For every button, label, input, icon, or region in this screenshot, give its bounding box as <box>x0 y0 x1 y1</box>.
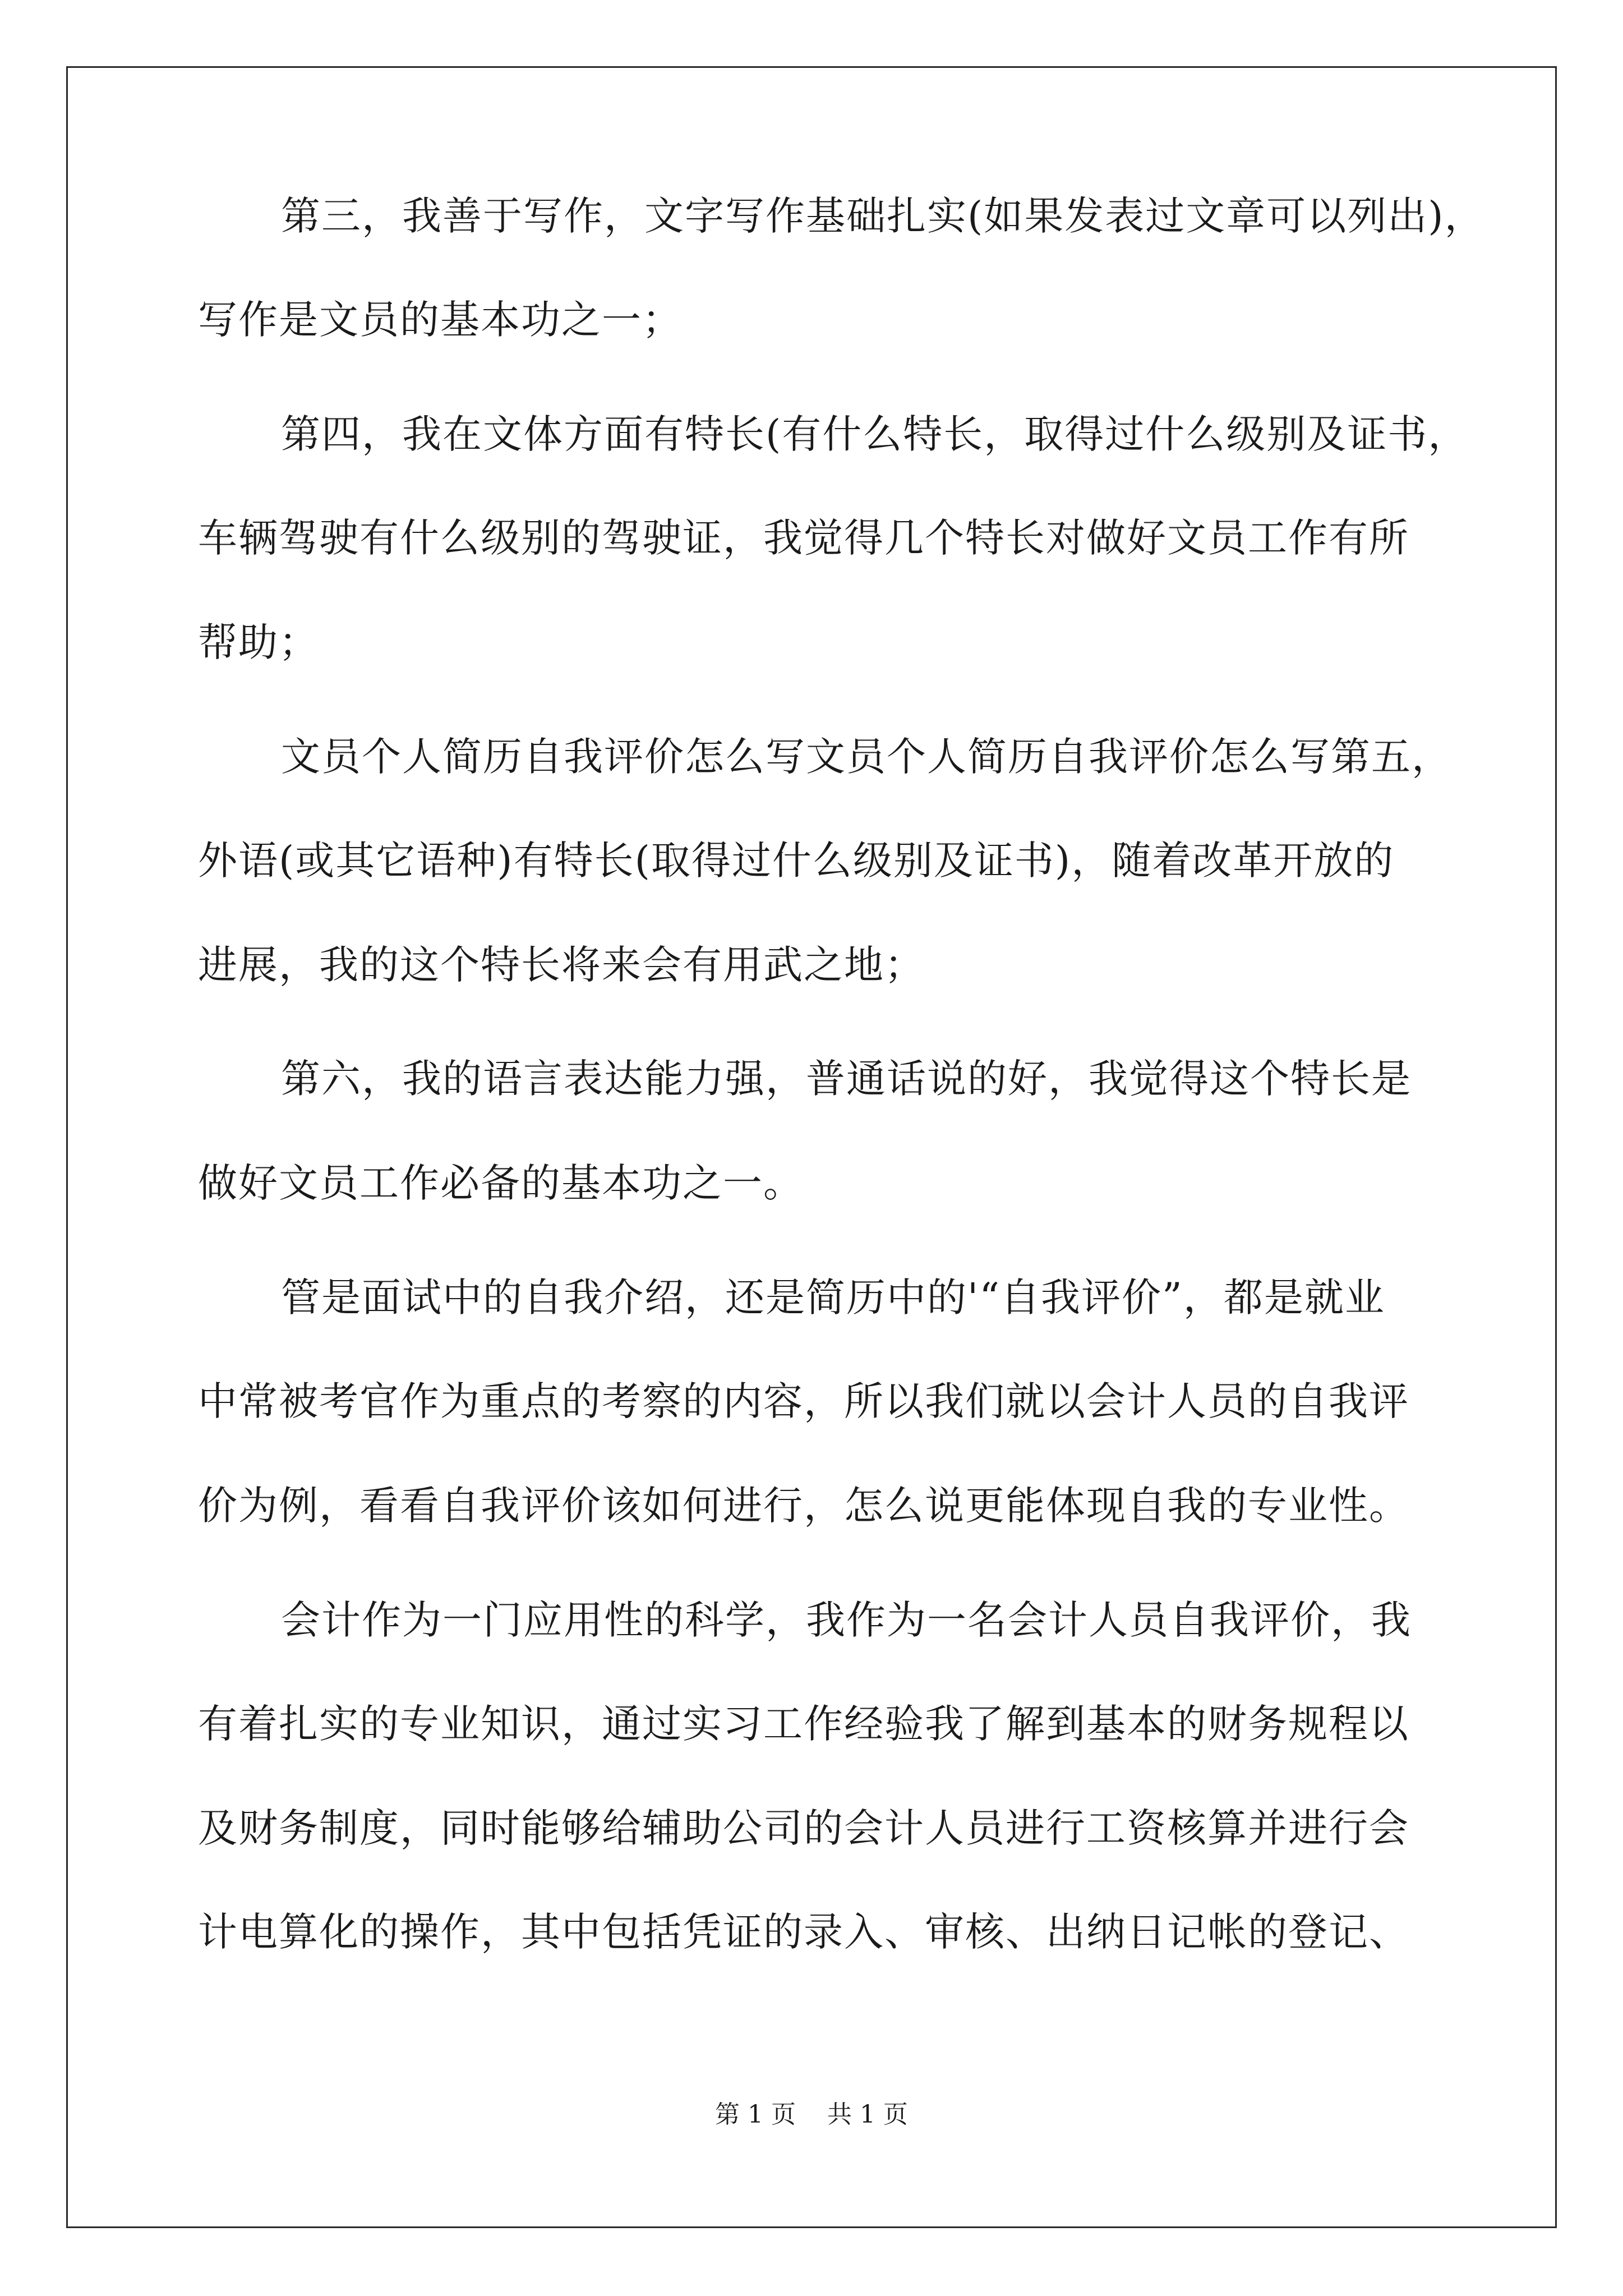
paragraph-line: 写作是文员的基本功之一； <box>198 297 683 343</box>
paragraph-line: 第六，我的语言表达能力强，普通话说的好，我觉得这个特长是 <box>281 1056 1412 1102</box>
paragraph-line: 有着扎实的专业知识，通过实习工作经验我了解到基本的财务规程以 <box>198 1701 1409 1747</box>
paragraph-line: 车辆驾驶有什么级别的驾驶证，我觉得几个特长对做好文员工作有所 <box>198 515 1409 561</box>
paragraph-line: 及财务制度，同时能够给辅助公司的会计人员进行工资核算并进行会 <box>198 1805 1409 1851</box>
paragraph-line: 外语(或其它语种)有特长(取得过什么级别及证书)，随着改革开放的 <box>198 838 1395 884</box>
page-footer: 第 1 页 共 1 页 <box>715 2100 908 2129</box>
paragraph-line: 做好文员工作必备的基本功之一。 <box>198 1160 804 1206</box>
paragraph-line: 进展，我的这个特长将来会有用武之地； <box>198 942 925 988</box>
paragraph-line: 计电算化的操作，其中包括凭证的录入、审核、出纳日记帐的登记、 <box>198 1909 1409 1955</box>
paragraph-line: 管是面试中的自我介绍，还是简历中的'“自我评价”，都是就业 <box>281 1274 1385 1320</box>
paragraph-line: 价为例，看看自我评价该如何进行，怎么说更能体现自我的专业性。 <box>198 1483 1409 1529</box>
page-border <box>66 66 1557 2228</box>
paragraph-line: 会计作为一门应用性的科学，我作为一名会计人员自我评价，我 <box>281 1597 1412 1643</box>
paragraph-line: 帮助； <box>198 619 319 665</box>
paragraph-line: 第三，我善于写作，文字写作基础扎实(如果发表过文章可以列出)， <box>281 193 1485 239</box>
paragraph-line: 文员个人简历自我评价怎么写文员个人简历自我评价怎么写第五， <box>281 734 1452 780</box>
paragraph-line: 第四，我在文体方面有特长(有什么特长，取得过什么级别及证书， <box>281 411 1469 457</box>
paragraph-line: 中常被考官作为重点的考察的内容，所以我们就以会计人员的自我评 <box>198 1378 1409 1424</box>
